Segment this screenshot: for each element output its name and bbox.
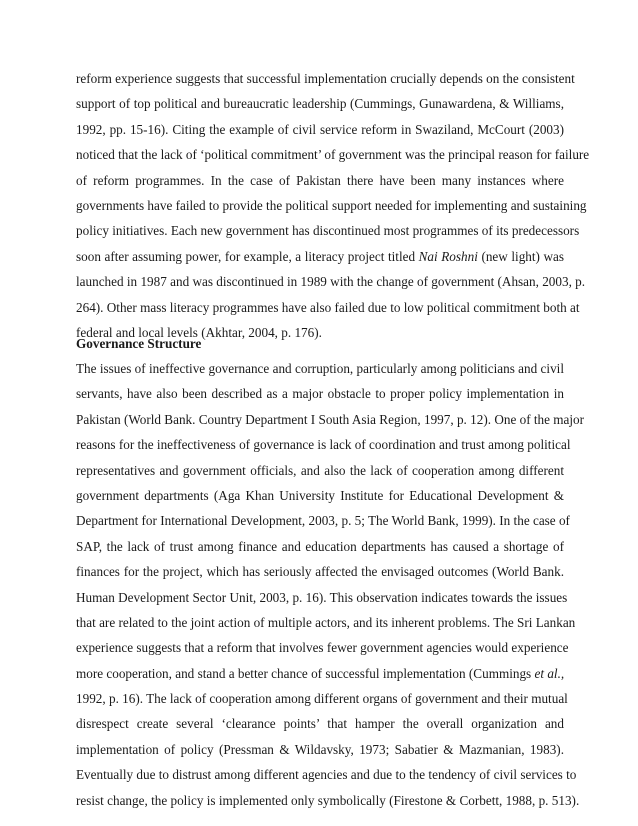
text-line [76, 244, 564, 269]
section-heading: Governance Structure [76, 336, 202, 351]
paragraph-political-commitment [76, 66, 590, 345]
text-line: implementation of policy (Pressman & Wildavsky, 1973; Sabatier & Mazmanian, 1983). [76, 741, 564, 757]
text-line: disrespect create several ‘clearance points’ that hamper the overall organization and [76, 716, 564, 732]
text-line: governments have failed to provide the political support needed for implementing and sustaining [76, 197, 587, 213]
text-line: reasons for the ineffectiveness of governance is lack of coordination and trust among political [76, 437, 571, 453]
text-line: experience suggests that a reform that involves fewer government agencies would experience [76, 640, 569, 656]
text-segment: more cooperation, and stand a better chance of successful implementation (Cummings [76, 665, 535, 681]
text-line: servants, have also been described as a major obstacle to proper policy implementation in [76, 386, 564, 402]
text-line: launched in 1987 and was discontinued in 1989 with the change of government (Ahsan, 2003, p. [76, 274, 586, 290]
text-line: 1992, pp. 15-16). Citing the example of civil service reform in Swaziland, McCourt (2003) [76, 121, 564, 137]
text-line: that are related to the joint action of multiple actors, and its inherent problems. The Sri Lankan [76, 614, 576, 630]
text-line: Human Development Sector Unit, 2003, p. 16). This observation indicates towards the issues [76, 589, 568, 605]
text-line: Department for International Development, 2003, p. 5; The World Bank, 1999). In the case of [76, 513, 570, 529]
italic-citation: et al., [534, 665, 565, 681]
text-line: Eventually due to distrust among different agencies and due to the tendency of civil services to [76, 767, 577, 783]
text-line: finances for the project, which has seriously affected the envisaged outcomes (World Bank. [76, 564, 564, 580]
text-line: The issues of ineffective governance and corruption, particularly among politicians and civil [76, 361, 564, 376]
text-line: representatives and government officials, and also the lack of cooperation among different [76, 462, 564, 478]
text-line: 264). Other mass literacy programmes have also failed due to low political commitment both at [76, 299, 580, 315]
text-segment: (new light) was [477, 248, 565, 264]
text-line [76, 661, 564, 686]
text-line: government departments (Aga Khan University Institute for Educational Development & [76, 487, 564, 503]
text-line: noticed that the lack of ‘political commitment’ of government was the principal reason for failure [76, 147, 590, 163]
text-line: federal and local levels (Akhtar, 2004, p. 176). [76, 324, 322, 340]
text-line: reform experience suggests that successful implementation crucially depends on the consistent [76, 71, 575, 86]
paragraph-governance-structure [76, 356, 585, 813]
text-line: Pakistan (World Bank. Country Department I South Asia Region, 1997, p. 12). One of the major [76, 411, 585, 427]
text-line: support of top political and bureaucratic leadership (Cummings, Gunawardena, & Williams, [76, 96, 564, 112]
text-line: resist change, the policy is implemented only symbolically (Firestone & Corbett, 1988, p. 513). [76, 792, 580, 808]
text-line: 1992, p. 16). The lack of cooperation among different organs of government and their mutual [76, 691, 568, 707]
text-line: SAP, the lack of trust among finance and education departments has caused a shortage of [76, 538, 564, 554]
text-line: policy initiatives. Each new government has discontinued most programmes of its predecessors [76, 223, 580, 239]
text-segment: soon after assuming power, for example, a literacy project titled [76, 248, 419, 264]
italic-title: Nai Roshni [418, 248, 478, 264]
text-line: of reform programmes. In the case of Pakistan there have been many instances where [76, 172, 564, 188]
